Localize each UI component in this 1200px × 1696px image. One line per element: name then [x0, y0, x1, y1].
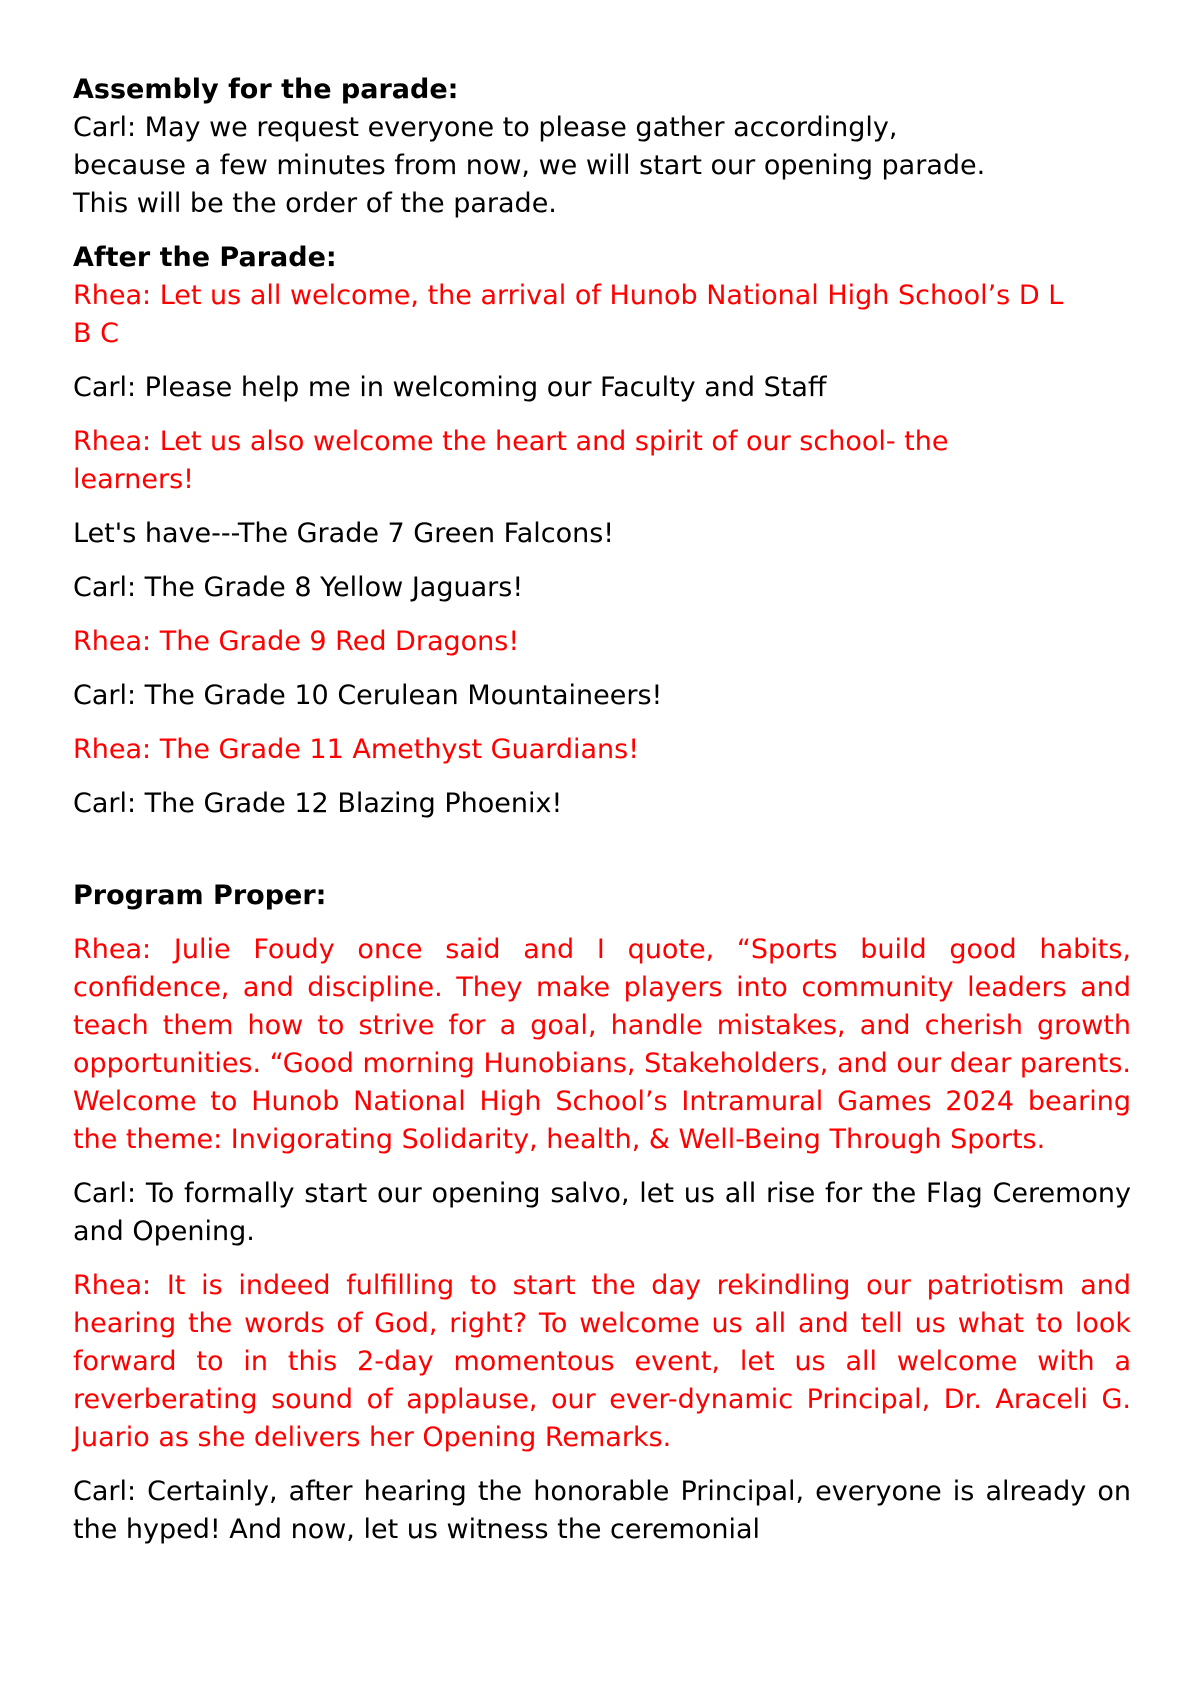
section-spacer — [73, 823, 1131, 877]
rhea-line: Rhea: It is indeed fulfilling to start the day rekindling our patriotism and hearing the words of God, right? To welcome us all and tell us what to look forward to in this 2-day momentous event, let us all welcome with a reverberating sound of applause, our ever-dynamic Principal, Dr. Araceli G. Juario as she delivers her Opening Remarks. — [73, 1270, 1131, 1453]
rhea-line: Rhea: Let us all welcome, the arrival of Hunob National High School’s D L B C — [73, 280, 1064, 349]
carl-line: Carl: To formally start our opening salvo, let us all rise for the Flag Ceremony and Opening. — [73, 1178, 1131, 1247]
assembly-announcement — [73, 109, 1131, 223]
after-parade-heading: After the Parade: — [73, 242, 337, 273]
carl-line: Carl: Please help me in welcoming our Faculty and Staff — [73, 372, 827, 403]
assembly-line: because a few minutes from now, we will start our opening parade. — [73, 150, 986, 181]
carl-line: Carl: The Grade 12 Blazing Phoenix! — [73, 788, 563, 819]
rhea-line: Rhea: The Grade 11 Amethyst Guardians! — [73, 734, 640, 765]
grade-line: Let's have---The Grade 7 Green Falcons! — [73, 518, 615, 549]
assembly-heading: Assembly for the parade: — [73, 74, 459, 105]
assembly-line: Carl: May we request everyone to please gather accordingly, — [73, 112, 898, 143]
rhea-line: Rhea: The Grade 9 Red Dragons! — [73, 626, 520, 657]
carl-line: Carl: Certainly, after hearing the honorable Principal, everyone is already on the hyped! And now, let us witness the ceremonial — [73, 1476, 1131, 1545]
script-document — [73, 71, 1131, 1565]
assembly-line: This will be the order of the parade. — [73, 188, 557, 219]
rhea-line: Rhea: Julie Foudy once said and I quote, “Sports build good habits, confidence, and discipline. They make players into community leaders and teach them how to strive for a goal, handle mistakes, and cherish growth opportunities. “Good morning Hunobians, Stakeholders, and our dear parents. Welcome to Hunob National High School’s Intramural Games 2024 bearing the theme: Invigorating Solidarity, health, & Well-Being Through Sports. — [73, 934, 1131, 1155]
carl-line: Carl: The Grade 8 Yellow Jaguars! — [73, 572, 524, 603]
rhea-line: Rhea: Let us also welcome the heart and spirit of our school- the learners! — [73, 426, 949, 495]
program-proper-heading: Program Proper: — [73, 880, 327, 911]
carl-line: Carl: The Grade 10 Cerulean Mountaineers! — [73, 680, 663, 711]
